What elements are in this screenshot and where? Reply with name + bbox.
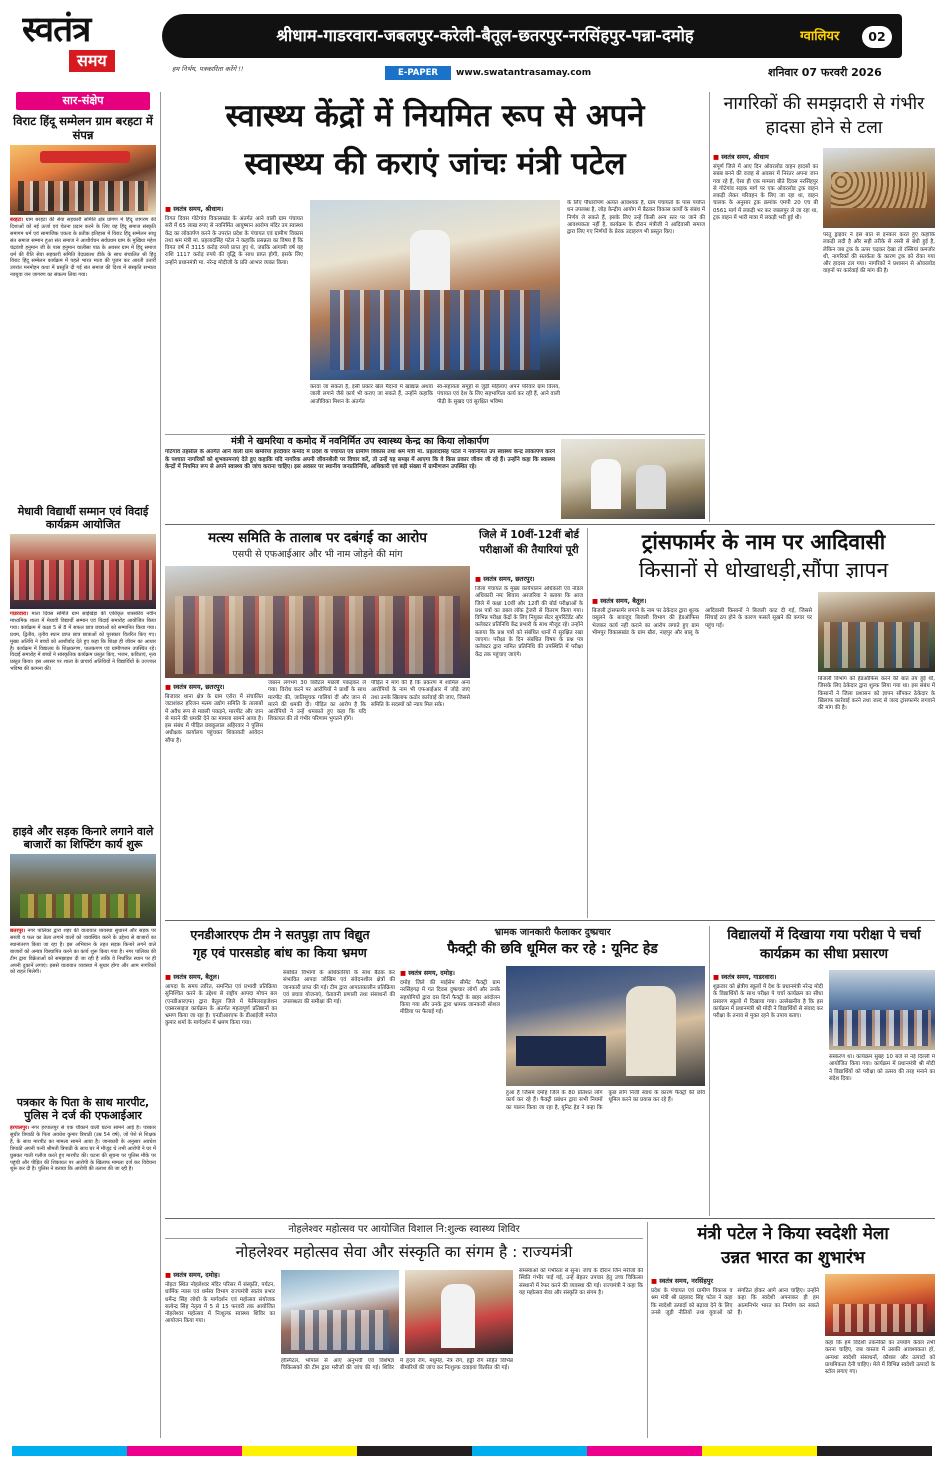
story-ndrf[interactable] (165, 926, 395, 1216)
swadeshi-headline (651, 1222, 935, 1270)
sidebar-item-body: नगर पालिका द्वारा शहर की यातायात व्यवस्था सुधारने और सड़क पर सब्जी व फल का ठेला लगाने वालों को व्यवस्थित करने के उद्देश्य से बाजारों का स्थानांतरण किया जा रहा है। इस अभियान के तहत सड़क किनारे लगने वाले बाजारों को अन्यत्र विस्थापित करने का कार्य शुरू किया गया है। नगर पालिका की टीम द्वारा विक्रेताओं को समझाइश दी जा रही है ताकि वे निर्धारित स्थान पर ही अपनी दुकानें लगाएं। इससे यातायात व्यवस्था में सुधार होगा और आम नागरिकों को राहत मिलेगी। (10, 928, 156, 976)
sidebar-item-body: ग्राम बरहटा की सेवा सहकारी समिति क्षेत्र प्रांगण में हिंदू जागरण की दिशाओं को नई ऊर्जा एवं चेतना प्रदान करने के लिए यह हिंदू समाज संस्कृति समागम धर्म एवं सामाजिक एकता के प्रतीक इतिहास में विराट हिंदू सम्मेलन साधु संत समाज सम्मान हुआ संत समाज ने आशीर्वचन सर्वप्रथम ग्राम के मुखिया महेश चंद्रवंशी हनुमान जी के पास हनुमान चालीसा पाठ के अवसर ग्राम में हिंदू समाज धर्म की रीति सेवा सहकारी समिति वेदप्रकाश डीके के साथ संचालित श्री हिंदू विराट हिंदू सम्मेलन कार्यक्रम में पहले भारत माता की पूजन कर आरती उतारी उपरांत मनमोहन कथा में प्रस्तुति दी गई संत समाज की दिशा में संस्कृति सभ्यता नवयुवा जन जागरण का संकल्प लिया गया। (10, 217, 156, 279)
photo-factory-head (506, 966, 705, 1086)
sidebar (10, 92, 156, 1438)
photo-classroom (829, 970, 935, 1050)
sidebar-item-head: हाइवे और सड़क किनारे लगाने वाले बाजारों का शिफ्टिंग कार्य शुरू (12, 825, 154, 851)
photo-health-camp-1 (281, 1270, 399, 1354)
edition-name: ग्वालियर (800, 29, 840, 44)
lead-caption-head: मंत्री ने खमरिया व कमोद में नवनिर्मित उप स्वास्थ्य केन्द्र का किया लोकार्पण (231, 436, 489, 447)
swadeshi-byline: ■ स्वतंत्र समय, नरसिंहपुर (651, 1276, 819, 1285)
lead-headline (165, 92, 705, 188)
fish-body-2: जबरन लगभग 30 क्विंटल मछली पकड़कर ले गया। विरोध करने पर आरोपियों ने प्रार्थी के साथ मारपीट की, जातिसूचक गालियां दीं और जान से मारने की धमकी दी। पीड़ित का आरोप है कि आरोपियों ने उन्हें धमकाते हुए कहा कि यदि शिकायत की तो गंभीर परिणाम भुगतने होंगे। (268, 680, 366, 723)
ndrf-body-1: आपदा के समय त्वरित, समन्वित एवं प्रभावी प्रतिक्रिया सुनिश्चित करने के उद्देश्य से राष्ट्रीय आपदा मोचन बल (एनडीआरएफ) द्वारा बैतूल जिले में फेमिलराइजेशन एक्सरसाइज कार्यक्रम के अंतर्गत महत्वपूर्ण प्रतिष्ठानों का भ्रमण किया जा रहा है। एनडीआरएफ के डीआईजी मनोज कुमार शर्मा के मार्गदर्शन में भ्रमण किया गया। (165, 984, 277, 1027)
citizens-body-2: परंतु ड्राइवर ने इस बात से इनकार करते हुए कहाकि लकड़ी लदी है और सही तरीके से रस्सी से बंधी हुई है, लेकिन जब ट्रक के ऊपर चढ़कर देखा तो रस्सियां कमजोर थी, नागरिकों की सतर्कता के कारण ट्रक को रोका गया और हादसा टल गया। नागरिकों ने प्रशासन से ओवरलोड वाहनों पर कार्रवाई की मांग की है। (823, 232, 935, 275)
lead-body-3: स्व-सहायता समूहों से जुड़ी महिलाएं अपने परिवार ग्राम विलय, पंचायत एवं देश के लिए सहभागिता कार्य कर रही हैं, आने वाली पीढ़ी के सुखद एवं सुरक्षित भविष्य (437, 384, 560, 405)
factory-kicker: भ्रामक जानकारी फैलाकर दुष्प्रचार (494, 927, 611, 938)
row3-rule (165, 1218, 935, 1219)
nohleshwar-body-1: नोहटा स्थित नोहलेश्वर मंदिर परिसर में संस्कृति, पर्यटन, धार्मिक न्यास एवं धर्मस्व विभाग राज्यमंत्री स्वतंत्र प्रभार धर्मेन्द्र सिंह लोधी के मार्गदर्शन एवं महोत्सव संयोजक सत्येन्द्र सिंह नेतृत्व में 5 से 15 फरवरी तक आयोजित नोहलेश्वर महोत्सव में निःशुल्क स्वास्थ्य शिविर का आयोजन किया गया। (165, 1282, 275, 1325)
photo-health-centre (561, 439, 705, 519)
fish-body-1: बिजावर थाना क्षेत्र के ग्राम एरोरा में संचालित जटाशंकर हरिजन मत्स्य उद्योग समिति के तालाबों में अवैध रूप से मछली पकड़ने, मारपीट और जान से मारने की धमकी देने का मामला सामने आया है। इस संबंध में पीड़ित छक्कूलाल अहिरवार ने पुलिस अधीक्षक कार्यालय पहुंचकर शिकायती आवेदन सौंपा है। (165, 694, 263, 744)
story-factory[interactable] (400, 926, 705, 1216)
exam-divider (587, 528, 588, 918)
sidebar-item-2[interactable] (10, 505, 156, 819)
factory-byline: ■ स्वतंत्र समय, दमोह। (400, 968, 500, 977)
school-body-1: शुक्रवार को क्षेत्रीय स्कूलों में देश के प्रधानमंत्री नरेन्द्र मोदी के विद्यार्थियों के साथ परीक्षा पे चर्चा कार्यक्रम का सीधा प्रसारण स्कूलों में दिखाया गया। उल्लेखनीय है कि इस कार्यक्रम में प्रधानमंत्री श्री मोदी ने विद्यार्थियों से संवाद कर परीक्षा के तनाव से मुक्त रहने के उपाय बताए। (713, 984, 823, 1020)
fish-subhead: एसपी से एफआईआर और भी नाम जोड़ने की मांग (232, 549, 403, 560)
sidebar-item-place: हरपालपुर। (10, 1125, 30, 1131)
fish-body-3: पीड़ित ने मांग की है कि प्रकरण में शामिल अन्य आरोपियों के नाम भी एफआईआर में जोड़े जाएं तथा उनके खिलाफ कठोर कार्रवाई की जाए, जिससे समिति के सदस्यों को न्याय मिल सके। (371, 680, 470, 708)
photo-minister-visit (310, 200, 560, 380)
ndrf-headline (165, 926, 395, 962)
sidebar-item-1[interactable] (10, 114, 156, 499)
factory-body-2: हुआ है जिसमें दमोह जिले के 80 प्रतिशत लोग कार्य कर रहे हैं। फैक्ट्री प्रबंधन द्वारा सभी नियमों का पालन किया जा रहा है, यूनिट हेड ने कहा कि कुछ लोग निजी स्वार्थ के कारण फैक्ट्री की छवि धूमिल करने का प्रयास कर रहे हैं। (506, 1090, 705, 1111)
swadeshi-body-2: कहा कि हमें विदेशी तकनीकों का उपयोग केवल तभी करना चाहिए, जब वास्तव में उसकी आवश्यकता हो, अन्यथा स्वदेशी संसाधनों, कौशल और उत्पादों को प्राथमिकता देनी चाहिए। मेले में विभिन्न स्वदेशी उत्पादों के स्टॉल लगाए गए। (825, 1340, 935, 1376)
factory-body-1: दमोह जिले की माईसेम सीमेंट फैक्ट्री ग्राम नरसिंहगढ़ में गत दिवस दुष्प्रचार लोगों और उनके सहयोगियों द्वारा दस दिनों फैक्ट्री के बाहर आंदोलन किया गया और उनके द्वारा भ्रामक जानकारी सोशल मीडिया पर फैलाई गई। (400, 980, 500, 1016)
citizens-byline: ■ स्वतंत्र समय, श्रीधाम (713, 152, 818, 161)
transformer-body-2: बिजली विभाग को हेडऑफिस करने की बात तय हुई थी, जिसके लिए ठेकेदार द्वारा शुल्क लिया गया था। इस संबंध में किसानों ने जिला प्रशासन को ज्ञापन सौंपकर ठेकेदार के खिलाफ कार्रवाई करने तथा जल्द से जल्द ट्रांसफार्मर लगवाने की मांग की है। (818, 676, 935, 712)
photo-students (10, 534, 156, 609)
epaper-badge[interactable]: E-PAPER (385, 66, 451, 80)
sidebar-divider (160, 92, 161, 1438)
masthead (0, 0, 945, 84)
story-citizens[interactable] (713, 92, 935, 522)
nohleshwar-byline: ■ स्वतंत्र समय, दमोह। (165, 1270, 275, 1279)
lead-body-4: के लिए पौधारोपण अत्यंत आवश्यक है, ग्राम पंचायतों के पास पर्याप्त धन उपलब्ध है, जोड़ केन्द्रीय आयोग में बैठकर विकास कार्यों के संबंध में निर्णय ले सकते हैं, इसके लिए उन्हें किसी अन्य स्तर पर जाने की आवश्यकता नहीं है, कार्यक्रम के दौरान मंत्रीजी ने आदिवासी समाज द्वारा लिए गए निर्णयों के प्रेरक उदाहरण भी प्रस्तुत किए। (567, 200, 705, 236)
photo-market (10, 854, 156, 926)
transformer-byline: ■ स्वतंत्र समय, बैतूल। (592, 596, 812, 605)
photo-hindu-sammelan (10, 145, 156, 215)
sidebar-item-head: मेधावी विद्यार्थी सम्मान एवं विदाई कार्यक्रम आयोजित (17, 505, 149, 531)
logo[interactable] (22, 10, 132, 76)
issue-date: शनिवार 07 फरवरी 2026 (768, 66, 882, 79)
school-byline: ■ स्वतंत्र समय, गाडरवारा। (713, 972, 823, 981)
swadeshi-body-1: प्रदेश के पंचायत एवं ग्रामीण विकास व श्रम मंत्री श्री प्रहलाद सिंह पटेल ने कहा कि स्वदेशी उत्पादों को बढ़ावा देने के लिए उनसे जुड़ी नीतियों तथा युवाओं को संगठित होकर आगे आना चाहिए। उन्होंने कहा कि स्वदेशी अपनाकर ही हम आत्मनिर्भर भारत का निर्माण कर सकते हैं। (651, 1288, 819, 1316)
website-url[interactable]: www.swatantrasamay.com (456, 68, 592, 78)
lead-body-1: विगत दिवस गोटेगांव विकासखंड के अंतर्गत आने वाली ग्राम पंचायत सरी में 65 लाख रुपए से नवनिर्मित आयुष्मान आरोग्य मंदिर उप स्वास्थ्य केंद्र का लोकार्पण करने के उपरांत प्रदेश के पंचायत एवं ग्रामीण विकास तथा श्रम मंत्री मा. प्रहलादसिंह पटेल ने कहाकि प्रसन्नता का विषय है कि विगत वर्ष में 3115 करोड़ रुपये प्राप्त हुए थे, जबकि आगामी वर्ष यह राशि 1117 करोड़ रुपये की वृद्धि के साथ प्राप्त होगी, इसके लिए उन्होंने प्रधानमंत्री मा. नरेन्द्र मोदीजी के प्रति आभार व्यक्त किया। (165, 216, 303, 266)
nohleshwar-body-2: हॉस्पिटल, भोपाल से आए अनुभवी एवं विशेषज्ञ चिकित्सकों की टीम द्वारा मरीजों की जांच की गई। शिविर में हृदय रोग, मधुमेह, नेत्र रोग, हड्डी रोग सहित विभिन्न बीमारियों की जांच कर निःशुल्क दवाइयां वितरित की गईं। (281, 1358, 513, 1372)
logo-top: स्वतंत्र (22, 10, 91, 50)
story-nohleshwar[interactable] (165, 1222, 643, 1438)
sidebar-item-body: नगर हरपालपुर से एक चौंकाने वाली घटना सामने आई है। पत्रकार सुधीर त्रिपाठी के पिता अवधेश कुमार त्रिपाठी (उम्र 54 वर्ष), जो पेशे से शिक्षक हैं, के साथ मारपीट का मामला सामने आया है। जानकारी के अनुसार अवधेश त्रिपाठी अपनी पत्नी श्रीमती त्रिपाठी के साथ घर में मौजूद थे तभी आरोपी ने घर में घुसकर गाली गलौज करते हुए मारपीट की। घटना की सूचना पर पुलिस मौके पर पहुंची और पीड़ित की शिकायत पर आरोपी के खिलाफ मामला दर्ज कर विवेचना शुरू कर दी है। पुलिस ने बताया कि आरोपी की तलाश की जा रही है। (10, 1125, 156, 1173)
fish-headline: मत्स्य समिति के तालाब पर दबंगई का आरोप (208, 530, 427, 546)
photo-health-camp-2 (405, 1270, 513, 1354)
school-headline: विद्यालयों में दिखाया गया परीक्षा पे चर्चा कार्यक्रम का सीधा प्रसारण (727, 927, 921, 962)
exam-byline: ■ स्वतंत्र समय, छतरपुर। (475, 574, 583, 583)
transformer-headline-line-1: ट्रांसफार्मर के नाम पर आदिवासी (641, 530, 886, 554)
swadeshi-headline-line-1: मंत्री पटेल ने किया स्वदेशी मेला (697, 1224, 889, 1244)
story-swadeshi[interactable] (651, 1222, 935, 1438)
footer-color-bar (12, 1446, 932, 1456)
ndrf-body-2: संबंधित विभागों के अधिकारियों के साथ बैठक कर संभावित आपदा जोखिम एवं संवेदनशील क्षेत्रों की जानकारी प्राप्त की गई। टीम द्वारा आपातकालीन प्रतिक्रिया एवं बचाव योजनाएं, चेतावनी प्रणाली तथा संसाधनों की उपलब्धता की समीक्षा की गई। (283, 970, 395, 1006)
row1-rule (165, 524, 935, 525)
fish-byline: ■ स्वतंत्र समय, छतरपुर। (165, 682, 263, 691)
sidebar-title: सार-संक्षेप (16, 92, 150, 110)
photo-timber-truck (823, 148, 935, 228)
photo-farmers-memo (818, 592, 935, 672)
logo-bottom: समय (69, 50, 115, 72)
lead-story[interactable] (165, 92, 705, 522)
citizens-body-1: संपूर्ण जिले में आए दिन ओवरलोड वाहन हादसों का सबब बनने की वजह से अवसर में निरंतर अपना जान गवा रहे हैं, ऐसा ही एक मामला बीते दिवस नरसिंहपुर से गोटेगांव सड़क मार्ग पर एक ओवरलोड ट्रक वाहन लकड़ी लेकर परिवहन के लिए जा रहा था, वाहन चालक के अनुसार ट्रक क्रमांक एमपी 20 एच बी 0561 मार्ग में लकड़ी भर कर जबलपुर ले जा रहा था, ट्रक वाहन में भारी मात्रा में लकड़ी भरी हुई थी। (713, 164, 818, 222)
lead-divider (709, 92, 710, 522)
nohleshwar-body-3: समस्याओं को गंभीरता से सुना। जांच के दौरान जिन मरीजों की स्थिति गंभीर पाई गई, उन्हें बेहतर उपचार हेतु उच्च चिकित्सा संस्थानों में रेफर करने की व्यवस्था की गई। राज्यमंत्री ने कहा कि यह महोत्सव सेवा और संस्कृति का संगम है। (519, 1268, 643, 1296)
exam-body: जिला पंचायत के मुख्य कार्यपालन अधिकारी एवं नोडल अधिकारी नमः शिवाय अरजरिया ने बताया कि आज जिले में कक्षा 10वीं और 12वीं की बोर्ड परीक्षाओं के प्रश्न पत्रों का डबल लॉक ट्रेजरी से वितरण किया गया। विभिन्न परीक्षा केंद्रों के लिए नियुक्त सेंटर सुपरिंटेंडेंट और कलेक्टर प्रतिनिधि केंद्र प्रभारी के साथ मौजूद रहे। उन्होंने बताया कि प्रश्न पत्रों को संबंधित थानों में सुरक्षित रखा जाएगा। परीक्षा के दिन संबंधित विषय के प्रश्न पत्र कलेक्टर द्वारा नामित प्रतिनिधि की उपस्थिति में परीक्षा केंद्र तक पहुंचाए जाएंगे। (475, 586, 583, 658)
page-number: 02 (862, 26, 892, 48)
sidebar-item-body: माता दिवस समिति ग्राम साईखेड़ा की एकीकृत शासकीय नवीन माध्यमिक शाला में मेधावी विद्यार्थी सम्मान एवं विदाई समारोह आयोजित किया गया। कार्यक्रम में कक्षा 5 से 8 में सफल छात्र छात्राओं को सम्मानित किया गया। प्रथम, द्वितीय, तृतीय स्थान प्राप्त छात्र छात्राओं को पुरस्कार वितरित किए गए। मुख्य अतिथि ने बच्चों को आशीर्वाद देते हुए कहा कि शिक्षा ही जीवन का आधार है। कार्यक्रम में विद्यालय के शिक्षकगण, पालकगण एवं ग्रामीणजन उपस्थित रहे। विदाई समारोह में बच्चों ने सांस्कृतिक कार्यक्रम प्रस्तुत किए, भजन, कविताएं, नृत्य प्रस्तुत किया। इस अवसर पर शाला के प्राचार्य अतिथियों ने विद्यार्थियों के उज्ज्वल भविष्य की कामना की। (10, 611, 156, 673)
sidebar-item-place: बरहटा। (10, 217, 24, 223)
photo-fish-complaint (165, 566, 470, 678)
ndrf-byline: ■ स्वतंत्र समय, बैतूल। (165, 972, 277, 981)
factory-divider (709, 926, 710, 1216)
nohleshwar-headline: नोहलेश्वर महोत्सव सेवा और संस्कृति का संगम है : राज्यमंत्री (235, 1243, 573, 1261)
sidebar-item-3[interactable] (10, 825, 156, 1090)
citizens-headline: नागरिकों की समझदारी से गंभीर हादसा होने से टला (723, 94, 925, 138)
lead-headline-line-2: स्वास्थ्य की कराएं जांचः मंत्री पटेल (244, 146, 626, 182)
transformer-body-1: बिजली ट्रांसफार्मर लगाने के नाम पर ठेकेदार द्वारा शुल्क वसूलने के बावजूद बिजली विभाग की हेडऑफिस भेजकर कार्य नहीं कराने का आरोप लगाते हुए ग्राम भीमपुर विकासखंड के ग्राम खैरा, नाहपुर और बालू के आदिवासी किसानों ने बिजली काट दी गई, जिससे सिंचाई ठप होने के कारण फसलें सूखने की कगार पर पहुंच गईं। (592, 608, 812, 636)
lead-body-2: करवा जा सकता है, इसी प्रकार खेल मैदानों में खाद्यान्न अथवा जाली लगाने जैसे कार्य भी कराए जा सकते हैं, उन्होंने कहाकि आजीविका मिशन के अंतर्गत (310, 384, 433, 405)
ndrf-headline-line-1: एनडीआरएफ टीम ने सतपुड़ा ताप विद्युत (190, 927, 370, 942)
transformer-headline-line-2: किसानों से धोखाधड़ी,सौंपा ज्ञापन (638, 558, 889, 582)
lead-byline: ■ स्वतंत्र समय, श्रीधाम। (165, 204, 303, 213)
story-pariksha[interactable] (713, 926, 935, 1216)
nohleshwar-divider (647, 1222, 648, 1438)
sidebar-item-place: छतरपुर। (10, 928, 26, 934)
sidebar-item-head: पत्रकार के पिता के साथ मारपीट, पुलिस ने दर्ज की एफआईआर (16, 1096, 150, 1122)
sidebar-item-4[interactable] (10, 1096, 156, 1405)
photo-swadeshi-mela (825, 1274, 935, 1336)
sidebar-item-head: विराट हिंदू सम्मेलन ग्राम बरहटा में संपन्न (13, 114, 153, 142)
transformer-headline (592, 528, 935, 584)
lead-caption-body: गोटेगांव तहसील के अंतर्गत आने वाली ग्राम खमरिया हरदौंवार कमोद में प्रदेश के पंचायत एवं ग्रामीण विकास तथा श्रम मंत्री मा. प्रहलादसिंह पटेल ने नवनिर्मित उप स्वास्थ्य केन्द्र लोकार्पण करने के पश्चात नागरिकों को शुभकामनाएं देते हुए कहाकि यदि नागरिक अपनी जीवनशैली पर विचार करें, तो उन्हें यह समझ में आएगा कि वे किस प्रकार जीवन जी रहे हैं। उन्होंने कहा कि स्वास्थ्य केन्द्रों में नियमित रूप से अपने स्वास्थ्य की जांच कराना चाहिए। इस अवसर पर स्थानीय जनप्रतिनिधि, अधिकारी एवं बड़ी संख्या में ग्रामीणजन उपस्थित रहे। (165, 449, 555, 471)
sidebar-item-place: गाडरवारा। (10, 611, 29, 617)
story-board-exam[interactable] (475, 528, 583, 918)
factory-headline: फैक्ट्री की छवि धूमिल कर रहे : यूनिट हेड (447, 941, 658, 957)
exam-headline: जिले में 10वीं-12वीं बोर्ड परीक्षाओं की तैयारियां पूरी (479, 529, 579, 556)
ndrf-headline-line-2: गृह एवं पारसडोह बांध का किया भ्रमण (193, 945, 367, 960)
lead-caption-box (165, 434, 705, 520)
lead-headline-line-1: स्वास्थ्य केंद्रों में नियमित रूप से अपने (225, 98, 645, 134)
swadeshi-headline-line-2: उन्नत भारत का शुभारंभ (721, 1248, 865, 1268)
cities-list: श्रीधाम-गाडरवारा-जबलपुर-करेली-बैतूल-छतरपुर-नरसिंहपुर-पन्ना-दमोह (276, 26, 694, 45)
nohleshwar-kicker: नोहलेश्वर महोत्सव पर आयोजित विशाल नि:शुल्क स्वास्थ्य शिविर (165, 1222, 643, 1239)
tagline: हम निर्भय, पत्रकारिता करेंगे !! (172, 65, 244, 73)
story-transformer[interactable] (592, 528, 935, 918)
row2-rule (165, 920, 935, 921)
school-body-2: संस्करण था। कार्यक्रम सुबह 10 बजे से नई दिल्ली में आयोजित किया गया। कार्यक्रम में प्रधानमंत्री श्री मोदी ने विद्यार्थियों को परीक्षा को उत्सव की तरह मनाने का संदेश दिया। (829, 1054, 935, 1082)
story-fish-pond[interactable] (165, 528, 470, 918)
